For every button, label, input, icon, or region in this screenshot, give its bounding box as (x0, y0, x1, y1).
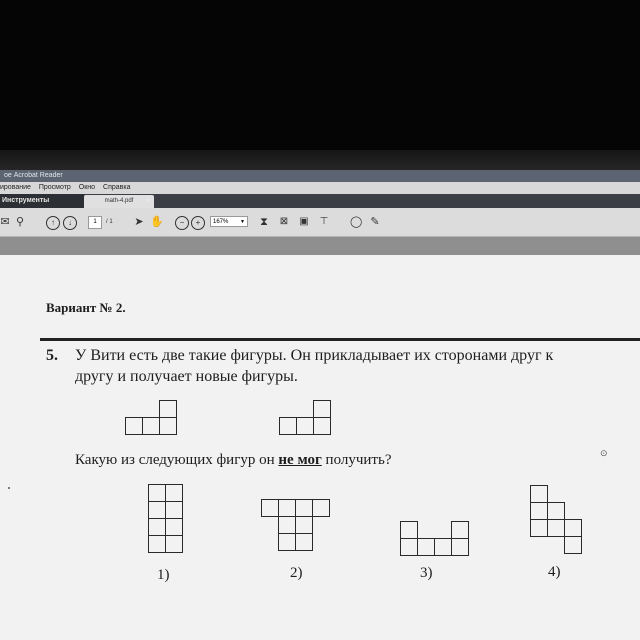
figure-cell (451, 521, 469, 539)
figure-cell (148, 501, 166, 519)
tab-tools[interactable]: Инструменты (0, 194, 84, 208)
page-up-icon[interactable]: ↑ (46, 216, 60, 230)
page-total: / 1 (106, 219, 113, 225)
figure-cell (165, 518, 183, 536)
figure-cell (148, 518, 166, 536)
question-number: 5. (46, 347, 58, 364)
question-prefix: Какую из следующих фигур он (75, 452, 279, 468)
read-mode-icon[interactable]: ⊤ (319, 216, 329, 227)
email-icon[interactable]: ✉ (0, 216, 10, 228)
figure-cell (547, 519, 565, 537)
window-title: ое Acrobat Reader (4, 172, 63, 179)
zoom-in-icon[interactable]: + (191, 216, 205, 230)
figure-cell (312, 499, 330, 517)
figure-cell (295, 533, 313, 551)
figure-cell (564, 536, 582, 554)
chevron-down-icon: ▼ (240, 219, 245, 225)
zoom-out-icon[interactable]: − (175, 216, 189, 230)
figure-cell (148, 535, 166, 553)
select-cursor-icon[interactable]: ➤ (134, 216, 144, 228)
window-title-bar (0, 170, 640, 182)
figure-cell (564, 519, 582, 537)
figure-cell (278, 533, 296, 551)
cursor-icon: ⊙ (600, 448, 608, 458)
figure-cell (165, 535, 183, 553)
menu-item-view[interactable]: Просмотр (38, 184, 71, 191)
figure-cell (148, 484, 166, 502)
page-number-input[interactable]: 1 (88, 216, 102, 229)
figure-cell (417, 538, 435, 556)
scroll-mode-icon[interactable]: ⊠ (279, 216, 289, 227)
answer-label-2[interactable]: 2) (290, 565, 303, 581)
pen-icon[interactable]: ✎ (370, 216, 380, 228)
answer-label-1[interactable]: 1) (157, 567, 170, 583)
tab-bar (0, 194, 640, 208)
figure-cell (547, 502, 565, 520)
toolbar (0, 208, 640, 237)
figure-cell (125, 417, 143, 435)
variant-heading: Вариант № 2. (46, 300, 126, 315)
document-gutter (0, 237, 640, 255)
figure-cell (142, 417, 160, 435)
figure-cell (159, 417, 177, 435)
figure-cell (400, 538, 418, 556)
question-suffix: получить? (321, 452, 392, 468)
figure-cell (295, 499, 313, 517)
answer-label-4[interactable]: 4) (548, 564, 561, 580)
figure-cell (530, 519, 548, 537)
zoom-select[interactable] (210, 216, 248, 227)
menu-item-window[interactable]: Окно (78, 184, 96, 191)
menu-item-edit[interactable]: ирование (0, 184, 31, 191)
question-text-line1: У Вити есть две такие фигуры. Он прикладывает их сторонами друг к (75, 347, 554, 364)
question-text-line3 (75, 452, 392, 469)
figure-cell (313, 417, 331, 435)
figure-cell (278, 499, 296, 517)
figure-cell (451, 538, 469, 556)
search-icon[interactable]: ⚲ (15, 216, 25, 228)
question-emphasis: не мог (278, 452, 322, 468)
figure-cell (278, 516, 296, 534)
figure-cell (400, 521, 418, 539)
fit-page-icon[interactable]: ⧗ (260, 216, 268, 228)
figure-cell (296, 417, 314, 435)
hand-tool-icon[interactable]: ✋ (150, 216, 164, 228)
page-mark (8, 487, 10, 489)
question-text-line2: другу и получает новые фигуры. (75, 368, 298, 385)
figure-cell (159, 400, 177, 418)
pdf-page[interactable] (0, 255, 640, 640)
menu-bar (0, 182, 640, 194)
full-screen-icon[interactable]: ▣ (299, 216, 309, 227)
tab-document[interactable]: math-4.pdf (84, 195, 154, 208)
figure-cell (165, 501, 183, 519)
figure-cell (279, 417, 297, 435)
figure-cell (165, 484, 183, 502)
answer-label-3[interactable]: 3) (420, 565, 433, 581)
page-down-icon[interactable]: ↓ (63, 216, 77, 230)
horizontal-rule (40, 338, 640, 341)
comment-icon[interactable]: ◯ (350, 216, 363, 228)
figure-cell (261, 499, 279, 517)
figure-cell (295, 516, 313, 534)
figure-cell (530, 485, 548, 503)
figure-cell (434, 538, 452, 556)
close-tab-icon[interactable]: × (146, 198, 151, 205)
figure-cell (313, 400, 331, 418)
zoom-value: 167% (213, 219, 229, 225)
menu-item-help[interactable]: Справка (103, 184, 131, 191)
figure-cell (530, 502, 548, 520)
